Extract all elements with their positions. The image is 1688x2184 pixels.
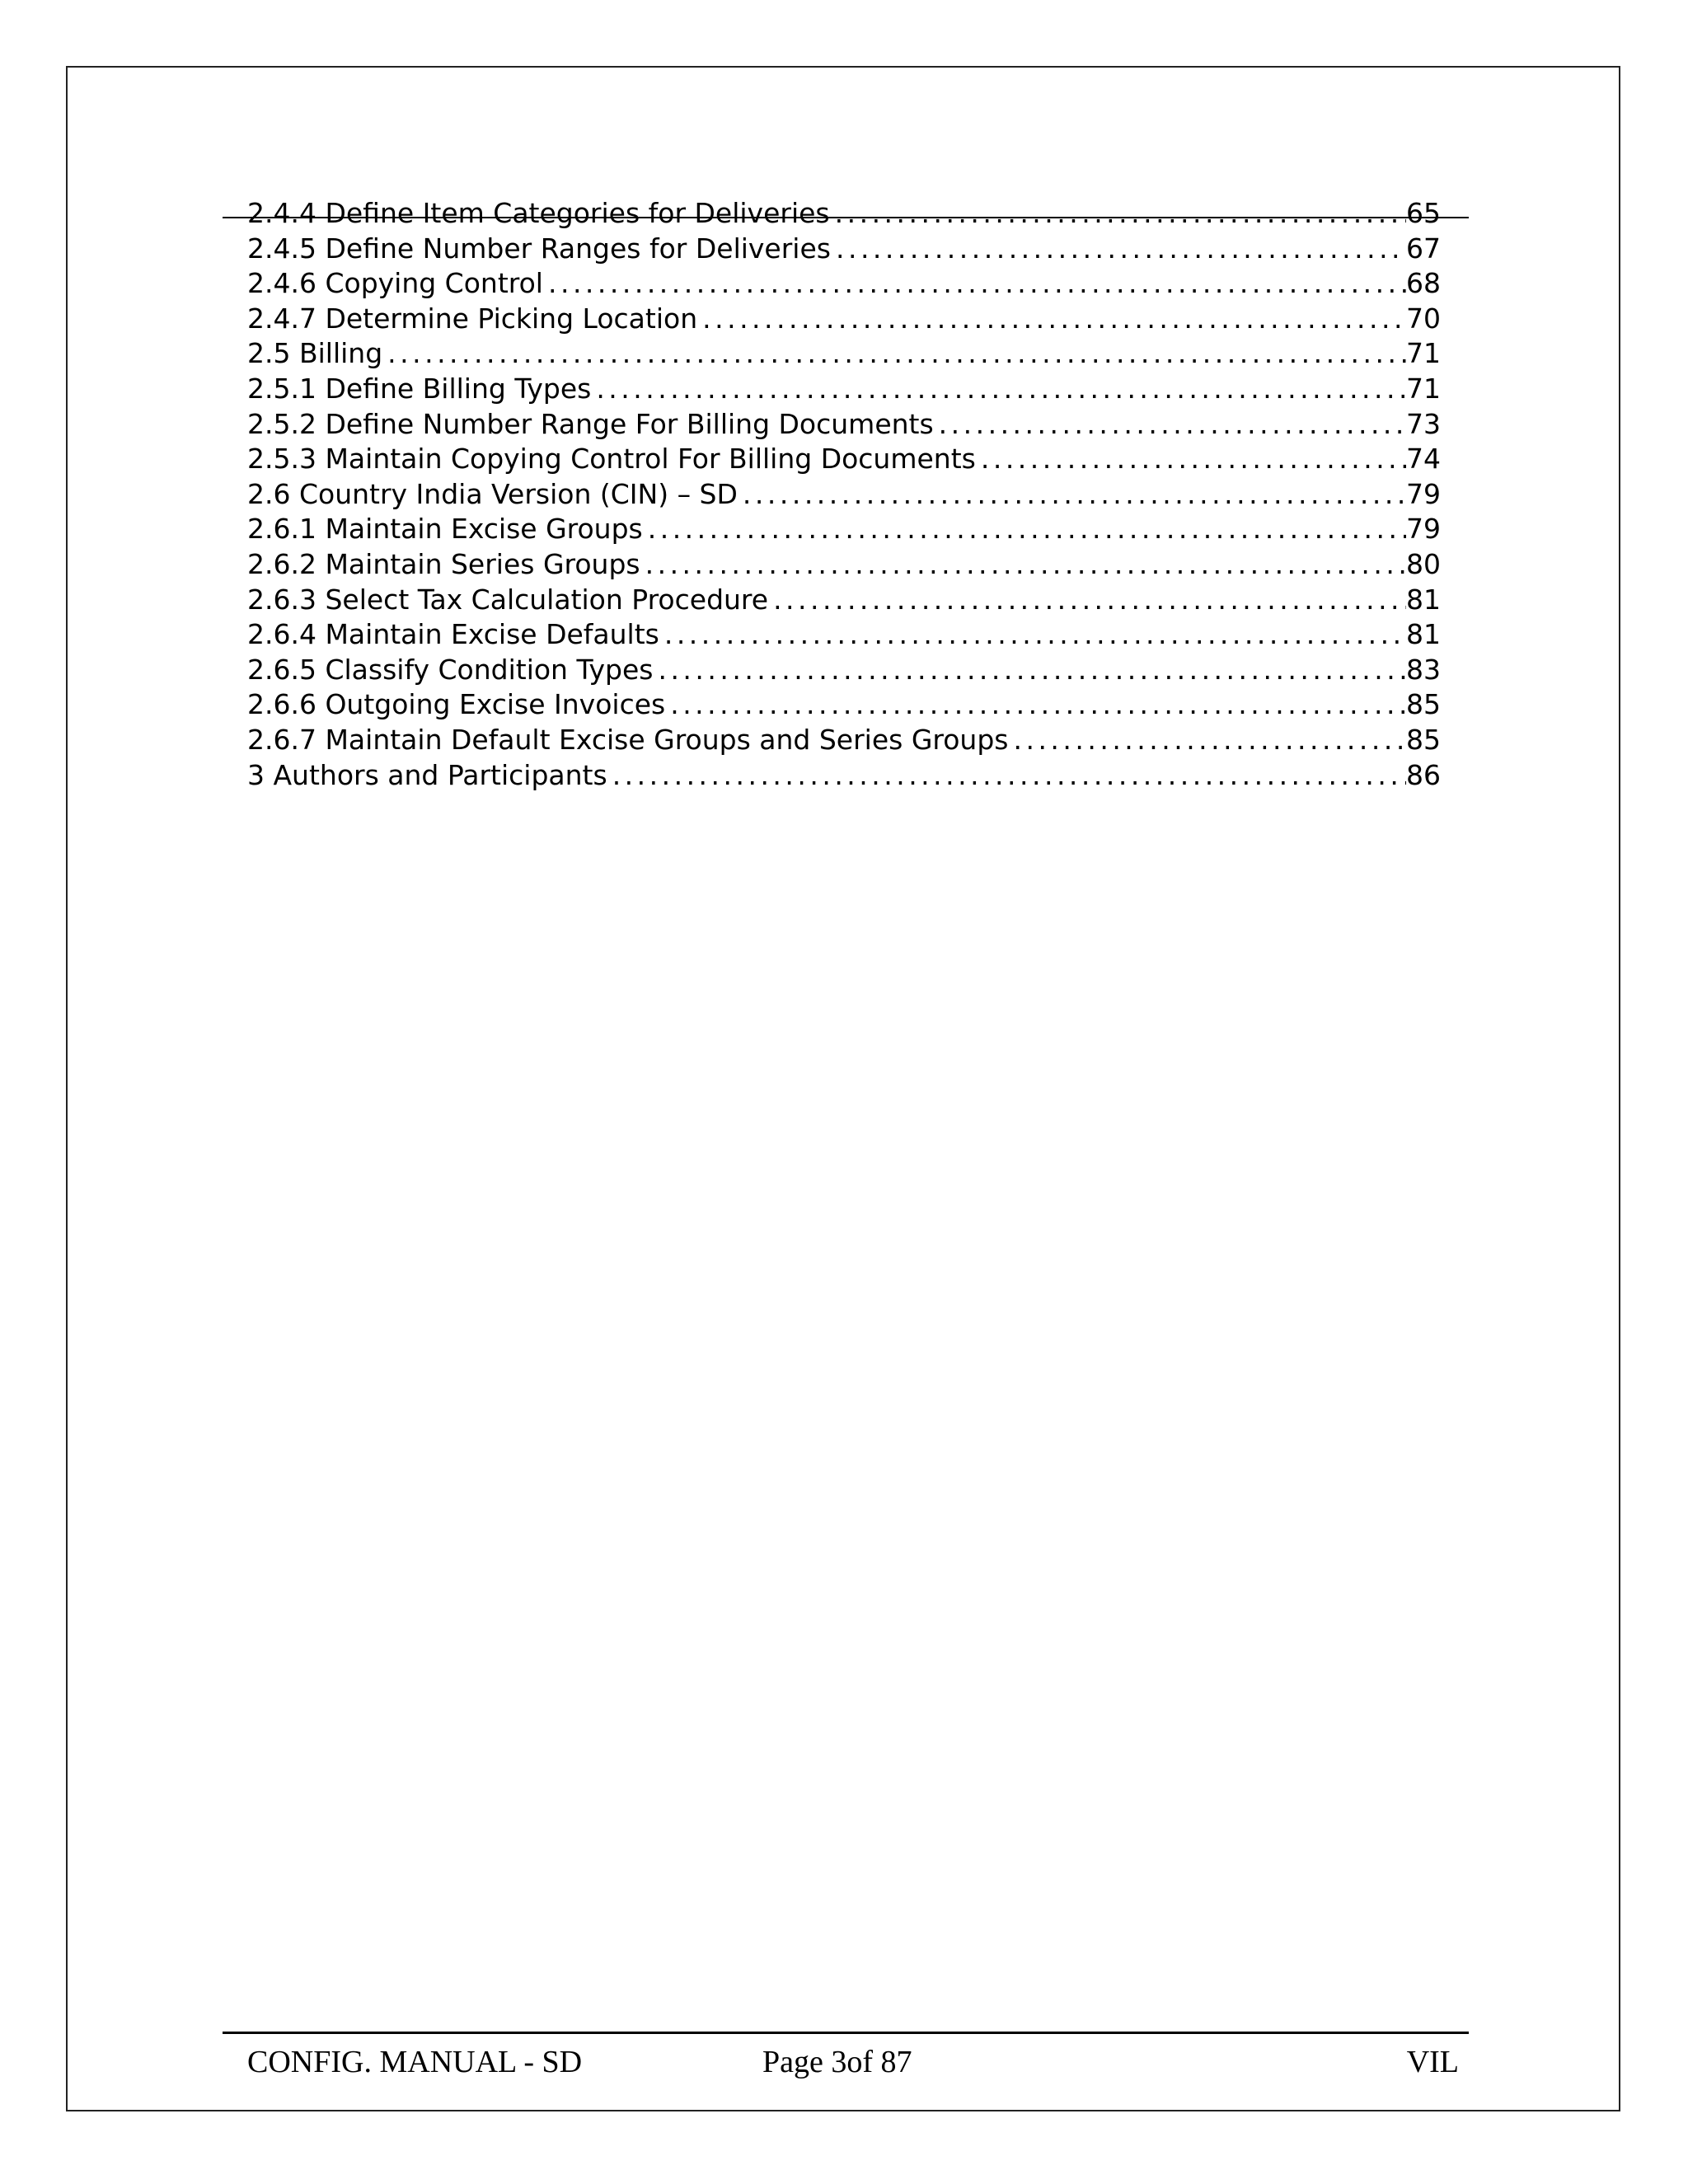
toc-entry-page: 79 (1406, 513, 1441, 546)
toc-entry[interactable] (247, 653, 1441, 688)
toc-entry-title: 2.4.4 Define Item Categories for Deliveries (247, 197, 830, 229)
toc-dot-leader (831, 232, 1406, 267)
toc-dot-leader (382, 336, 1406, 372)
toc-entry-page: 83 (1406, 653, 1441, 686)
toc-entry-page: 81 (1406, 583, 1441, 616)
toc-entry[interactable] (247, 266, 1441, 302)
toc-entry-title: 2.4.7 Determine Picking Location (247, 302, 698, 335)
toc-dot-leader (768, 583, 1406, 618)
toc-entry[interactable] (247, 372, 1441, 407)
toc-entry-page: 73 (1406, 407, 1441, 440)
toc-entry-title: 2.4.6 Copying Control (247, 267, 543, 300)
toc-entry-page: 80 (1406, 547, 1441, 580)
toc-entry[interactable] (247, 477, 1441, 513)
toc-entry[interactable] (247, 723, 1441, 758)
toc-dot-leader (934, 407, 1406, 443)
toc-dot-leader (976, 442, 1406, 477)
toc-entry[interactable] (247, 442, 1441, 477)
toc-dot-leader (697, 302, 1406, 337)
toc-entry-page: 65 (1406, 197, 1441, 229)
toc-dot-leader (665, 687, 1406, 723)
toc-entry-page: 86 (1406, 758, 1441, 791)
toc-dot-leader (653, 653, 1406, 688)
page-footer (247, 2044, 1459, 2085)
toc-dot-leader (607, 758, 1406, 794)
toc-entry-title: 2.6.7 Maintain Default Excise Groups and Series Groups (247, 723, 1009, 756)
toc-entry-page: 71 (1406, 372, 1441, 405)
toc-entry-page: 85 (1406, 688, 1441, 721)
toc-entry[interactable] (247, 687, 1441, 723)
footer-page-number: Page 3of 87 (762, 2045, 912, 2079)
toc-entry-title: 2.5.3 Maintain Copying Control For Billing Documents (247, 443, 976, 476)
toc-entry-title: 2.5.2 Define Number Range For Billing Documents (247, 407, 934, 440)
toc-entry[interactable] (247, 547, 1441, 583)
toc-dot-leader (1008, 723, 1406, 758)
toc-entry-title: 2.6.4 Maintain Excise Defaults (247, 618, 659, 651)
toc-entry-page: 71 (1406, 337, 1441, 370)
toc-entry-title: 2.6.1 Maintain Excise Groups (247, 513, 643, 546)
toc-entry[interactable] (247, 196, 1441, 232)
toc-entry-page: 70 (1406, 302, 1441, 335)
toc-entry[interactable] (247, 758, 1441, 794)
toc-entry[interactable] (247, 617, 1441, 653)
toc-entry-page: 85 (1406, 723, 1441, 756)
toc-entry-page: 68 (1406, 267, 1441, 300)
toc-entry-title: 2.6.5 Classify Condition Types (247, 653, 654, 686)
toc-entry-title: 2.6 Country India Version (CIN) – SD (247, 477, 738, 510)
toc-entry[interactable] (247, 407, 1441, 443)
toc-entry-page: 74 (1406, 443, 1441, 476)
toc-entry-page: 79 (1406, 477, 1441, 510)
toc-dot-leader (543, 266, 1406, 302)
toc-entry-title: 2.6.3 Select Tax Calculation Procedure (247, 583, 769, 616)
toc-entry[interactable] (247, 336, 1441, 372)
toc-dot-leader (643, 512, 1406, 547)
table-of-contents (247, 196, 1441, 793)
toc-entry[interactable] (247, 232, 1441, 267)
toc-entry-title: 2.5.1 Define Billing Types (247, 372, 592, 405)
footer-company: VIL (1406, 2045, 1459, 2079)
toc-entry-title: 2.6.2 Maintain Series Groups (247, 547, 640, 580)
toc-entry-page: 67 (1406, 232, 1441, 265)
toc-dot-leader (738, 477, 1406, 513)
toc-entry[interactable] (247, 302, 1441, 337)
footer-document-title: CONFIG. MANUAL - SD (247, 2045, 583, 2079)
toc-entry-title: 3 Authors and Participants (247, 758, 607, 791)
toc-entry-title: 2.6.6 Outgoing Excise Invoices (247, 688, 666, 721)
toc-entry[interactable] (247, 583, 1441, 618)
toc-dot-leader (659, 617, 1406, 653)
toc-entry-page: 81 (1406, 618, 1441, 651)
toc-entry-title: 2.5 Billing (247, 337, 383, 370)
footer-rule (223, 2032, 1469, 2034)
toc-dot-leader (640, 547, 1406, 583)
toc-dot-leader (591, 372, 1406, 407)
toc-entry-title: 2.4.5 Define Number Ranges for Deliveries (247, 232, 831, 265)
toc-entry[interactable] (247, 512, 1441, 547)
toc-dot-leader (830, 196, 1406, 232)
